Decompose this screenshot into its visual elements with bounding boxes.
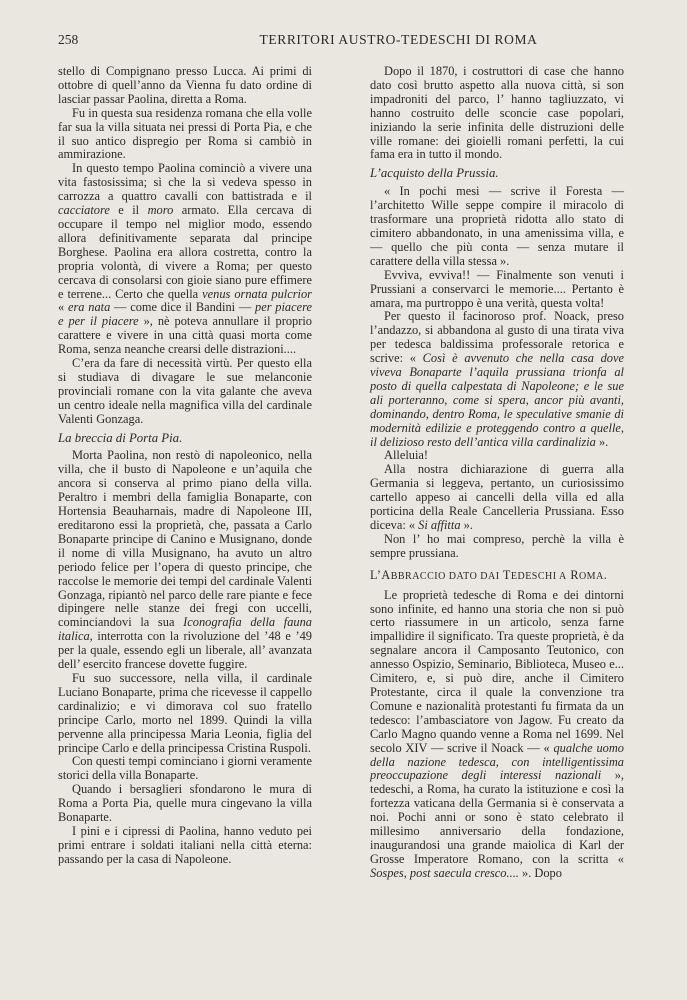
page-number: 258 [58, 32, 79, 47]
paragraph: « In pochi mesi — scrive il Foresta — l’architetto Wille seppe compire il miracolo di trasformare una proprietà ridotta allo stato di cimitero abbandonato, in una amenissima villa, e — quello che più conta — senza mutare il carattere della villa stessa ». [370, 184, 624, 268]
paragraph: Fu in questa sua residenza romana che ella volle far sua la villa situata nei pressi di Porta Pia, e che il suo antico dispregio per Roma si cambiò in ammirazione. [58, 105, 312, 162]
paragraph: Dopo il 1870, i costruttori di case che hanno dato così brutto aspetto alla nuova città, si son impadroniti del parco, l’ hanno tagliuzzato, vi hanno costruito delle sconcie case popolari, iniziando la serie infinita delle distruzioni delle ville romane: dei gioielli romani perfetti, la cui fama era in tutto il mondo. [370, 64, 624, 162]
page-header [58, 32, 629, 52]
paragraph: Con questi tempi cominciano i giorni veramente storici della villa Bonaparte. [58, 754, 312, 783]
section-heading: L’ABBRACCIO DATO DAI TEDESCHI A ROMA. [370, 567, 608, 582]
paragraph: Alleluia! [384, 448, 429, 463]
paragraph: Non l’ ho mai compreso, perchè la villa è sempre prussiana. [370, 531, 624, 560]
paragraph: Le proprietà tedesche di Roma e dei dintorni sono infinite, ed hanno una storia che non si può certo riassumere in un articolo, senza farne impallidire il significato. Tra queste proprietà, è da segnalare ancora il Camposanto Teutonico, con annesso Ospizio, Seminario, Biblioteca, Museo e... Cimitero, e, si può dire, anche il Cimitero Protestante, circa il quale la convenzione tra Comune e nazionalità protestanti fu firmata da un tedesco: l’ambasciatore von Jagow. Fu creato da Carlo Magno quando venne a Roma nel 1699. Nel secolo XIV — scrive il Noack — « qualche uomo della nazione tedesca, con intelligentissima preoccupazione degli interessi nazionali », tedeschi, a Roma, ha curato la istituzione e così la fortezza vaticana della Germania si è conservata a noi. Pochi anni or sono è stato celebrato il millesimo anniversario della fondazione, inaugurandosi una grande maiolica di Karl der Grosse Imperatore Romano, con la scritta « Sospes, post saecula cresco.... ». Dopo [370, 587, 625, 880]
left-column [58, 65, 312, 867]
paragraph: Alla nostra dichiarazione di guerra alla Germania si leggeva, pertanto, un curiosissimo cartello appeso ai cancelli della villa ed alla porticina della Reale Cancelleria Prussiana. Esso diceva: « Si affitta ». [370, 462, 624, 532]
paragraph: stello di Compignano presso Lucca. Ai primi di ottobre di quell’anno da Vienna fu dato ordine di lasciar passar Paolina, diretta a Roma. [58, 64, 312, 106]
paragraph: I pini e i cipressi di Paolina, hanno veduto pei primi entrare i soldati italiani nella città eterna: passando per la casa di Napoleone. [58, 823, 312, 866]
paragraph: Evviva, evviva!! — Finalmente son venuti i Prussiani a conservarci le memorie.... Pertanto è amara, ma purtroppo è una verità, questa volta! [370, 267, 624, 310]
paragraph: Quando i bersaglieri sfondarono le mura di Roma a Porta Pia, quelle mura cingevano la villa Bonaparte. [58, 782, 312, 825]
paragraph: In questo tempo Paolina cominciò a vivere una vita fastosissima; sì che la si vedeva spesso in carrozza a quattro cavalli con battistrada e il cacciatore e il moro armato. Ella cercava di occupare il tempo nel miglior modo, essendo allora definitivamente separata dal principe Borghese. Paolina era allora costretta, contro la propria volontà, di vivere a Roma; per questo cercava di consolarsi con gioie siano pure effimere e terrene... Certo che quella venus ornata pulcrior « era nata — come dice il Bandini — per piacere e per il piacere », nè poteva annullare il proprio carattere e vivere in una città quasi morta come Roma, senza neanche crearsi delle distrazioni.... [58, 161, 313, 357]
paragraph: C’era da fare di necessità virtù. Per questo ella si studiava di divagare le sue melanconie provinciali romane con la vita galante che aveva un centro ideale nella magnifica villa del cardinale Valenti Gonzaga. [58, 356, 312, 426]
section-heading: La breccia di Porta Pia. [58, 430, 183, 445]
paragraph: Per questo il facinoroso prof. Noack, preso l’andazzo, si abbandona al gusto di una tirata viva per tedesca baldissima professorale retorica e scrive: « Così è avvenuto che nella casa dove viveva Bonaparte l’aquila prussiana trionfa al posto di quella calpestata di Napoleone; e le sue ali porteranno, come si spera, ancor più avanti, dominando, dentro Roma, le speculative smanie di modernità edilizie e proteggendo contro a quelle, il delizioso resto dell’antica villa cardinalizia ». [370, 309, 625, 449]
running-title: TERRITORI AUSTRO-TEDESCHI DI ROMA [259, 32, 538, 47]
paragraph: Fu suo successore, nella villa, il cardinale Luciano Bonaparte, prima che ricevesse il cappello cardinalizio; e vi dimorava col suo fratello principe Carlo, morto nel 1899. Quindi la villa pervenne alla principessa Maria Leonia, figlia del principe Carlo e della principessa Cristina Ruspoli. [58, 670, 312, 755]
paragraph: Morta Paolina, non restò di napoleonico, nella villa, che il busto di Napoleone e un’aquila che ancora si conserva al primo piano della villa. Peraltro i membri della famiglia Bonaparte, con Hortensia Beauharnais, madre di Napoleone III, ereditarono essi la proprietà, che, passata a Carlo Bonaparte principe di Canino e Musignano, donde il nome di villa Musignano, ha avuto un altro periodo felice per l’opera di questo principe, che raccolse le memorie dei tempi del cardinale Valenti Gonzaga, ripiantò nel parco delle rare piante e fece dipingere nelle stanze dei fregi con uccelli, cominciandovi la sua Iconografia della fauna italica, interrotta con la rivoluzione del ’48 e ’49 per la quale, essendo egli un liberale, all’ avanzata dell’ esercito francese dovette fuggire. [58, 448, 313, 672]
right-column [370, 65, 624, 881]
section-heading: L’acquisto della Prussia. [370, 166, 499, 181]
